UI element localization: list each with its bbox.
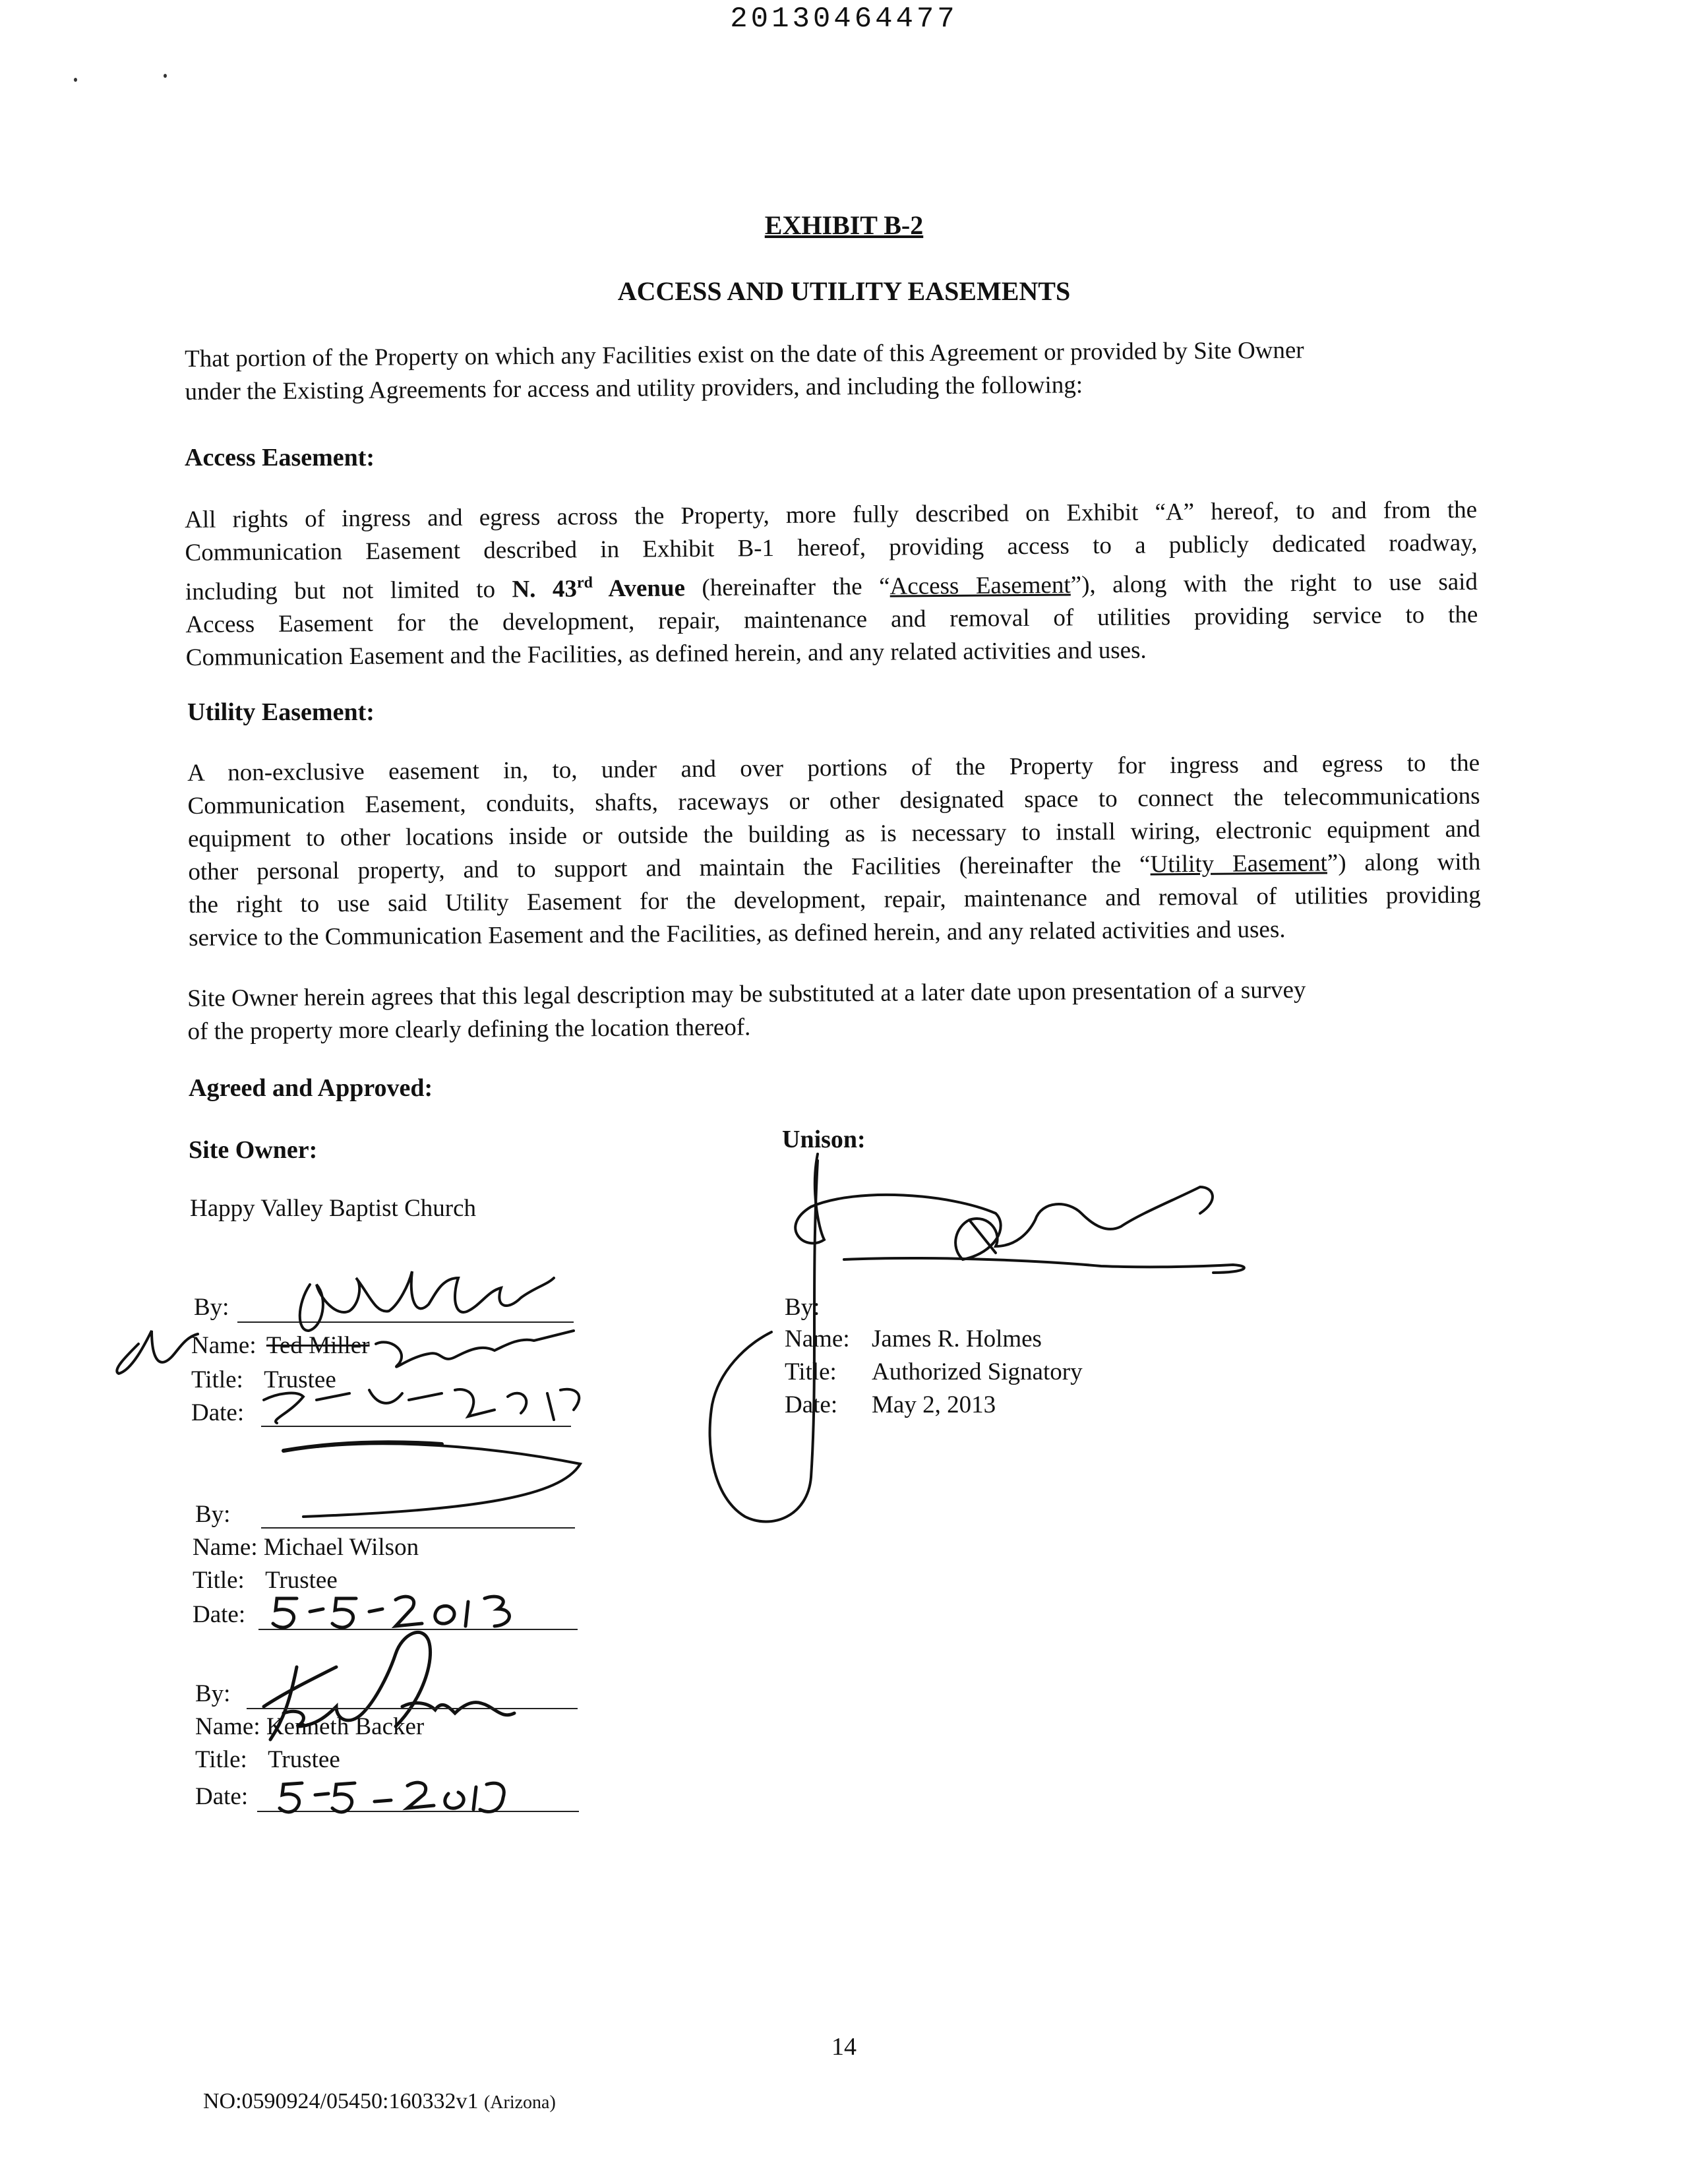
scan-speck <box>164 74 167 78</box>
unison-date: May 2, 2013 <box>872 1391 996 1418</box>
unison-label: Unison: <box>782 1126 866 1153</box>
survey-paragraph: Site Owner herein agrees that this legal description may be substituted at a later date upon presentation of a survey of the property more clearly defining the location thereof. <box>187 976 1306 1045</box>
first-by-label: By: <box>194 1294 229 1321</box>
utility-easement-label: Utility Easement: <box>187 698 375 726</box>
second-signature-line <box>261 1527 575 1529</box>
second-title-row: Title: Trustee <box>193 1567 338 1594</box>
site-owner-label: Site Owner: <box>189 1136 318 1164</box>
third-name-row: Name: Kenneth Backer <box>195 1713 425 1740</box>
unison-name: James R. Holmes <box>872 1325 1042 1352</box>
second-by-label: By: <box>195 1501 231 1528</box>
unison-title: Authorized Signatory <box>872 1358 1083 1385</box>
unison-by-label: By: <box>785 1294 820 1321</box>
scan-speck <box>74 78 77 82</box>
third-handwritten-date <box>276 1771 526 1821</box>
first-date-label: Date: <box>191 1399 245 1426</box>
exhibit-title: EXHIBIT B-2 <box>764 210 924 240</box>
first-signature-image <box>99 1258 653 1436</box>
site-owner-name: Happy Valley Baptist Church <box>190 1195 477 1222</box>
second-signature-image <box>277 1431 593 1533</box>
third-by-label: By: <box>195 1680 231 1707</box>
second-name-row: Name: Michael Wilson <box>193 1534 419 1561</box>
first-name-row: Name: Ted Miller <box>191 1332 370 1359</box>
section-heading: ACCESS AND UTILITY EASEMENTS <box>617 276 1071 306</box>
third-date-label: Date: <box>195 1783 249 1810</box>
access-easement-label: Access Easement: <box>185 444 375 471</box>
third-signature-line <box>247 1708 578 1709</box>
intro-paragraph: That portion of the Property on which any Facilities exist on the date of this Agreement or provided by Site Owner under the Existing Agreements for access and utility providers, and including the following: <box>185 336 1304 406</box>
unison-date-label: Date: <box>785 1391 838 1418</box>
first-title-row: Title: Trustee <box>191 1366 336 1393</box>
unison-title-label: Title: <box>785 1358 837 1385</box>
second-date-label: Date: <box>193 1601 246 1628</box>
document-number: 20130464477 <box>730 3 958 36</box>
page-number: 14 <box>831 2033 857 2061</box>
access-easement-paragraph: All rights of ingress and egress across the Property, more fully described on Exhibit “A” hereof, to and from the Communication Easement described in Exhibit B-1 hereof, providing access to a publicly dedicated roadway, including but not limited to N. 43rd Avenue (hereinafter the “Access Easement”), along with the right to use said Access Easement for the development, repair, maintenance and removal of utilities providing service to the Communication Easement and the Facilities, as defined herein, and any related activities and uses. <box>185 496 1478 672</box>
third-title-row: Title: Trustee <box>195 1746 340 1773</box>
utility-easement-paragraph: A non-exclusive easement in, to, under and over portions of the Property for ingress and egress to the Communication Easement, conduits, shafts, raceways or other designated space to connect the telecommunications equipment to other locations inside or outside the building as is necessary to install wiring, electronic equipment and other personal property, and to support and maintain the Facilities (hereinafter the “Utility Easement”) along with the right to use said Utility Easement for the development, repair, maintenance and removal of utilities providing service to the Communication Easement and the Facilities, as defined herein, and any related activities and uses. <box>187 749 1481 952</box>
agreed-approved-label: Agreed and Approved: <box>189 1074 433 1102</box>
unison-name-label: Name: <box>785 1325 850 1352</box>
document-code: NO:0590924/05450:160332v1 (Arizona) <box>203 2089 556 2113</box>
